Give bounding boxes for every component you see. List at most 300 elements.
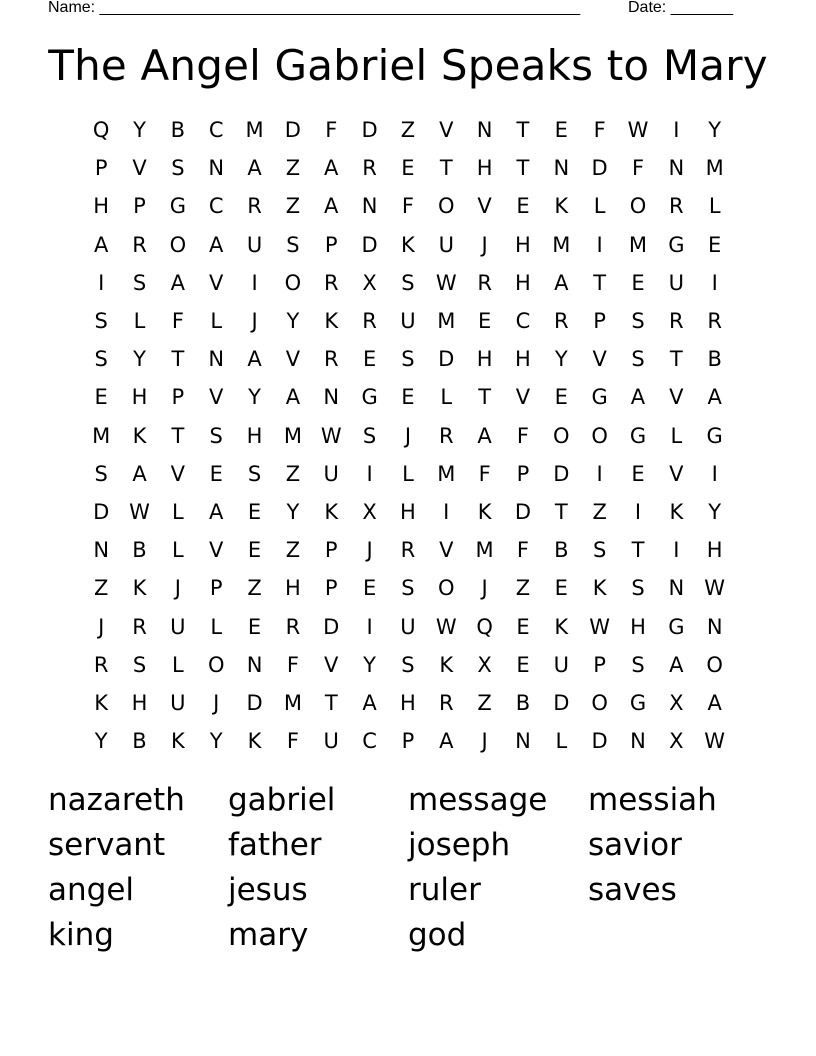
grid-letter: S — [209, 423, 223, 448]
grid-letter: D — [361, 232, 378, 257]
grid-letter: N — [361, 194, 378, 219]
grid-letter: P — [324, 232, 338, 257]
grid-letter: G — [706, 423, 723, 448]
grid-letter: S — [401, 347, 415, 372]
grid-letter: R — [669, 309, 684, 334]
grid-letter: H — [400, 499, 416, 524]
grid-letter: A — [630, 385, 646, 410]
grid-row — [82, 302, 734, 340]
grid-letter: T — [554, 499, 568, 524]
grid-letter: K — [170, 729, 185, 754]
grid-letter: I — [366, 614, 373, 639]
grid-row — [82, 264, 734, 302]
grid-letter: D — [591, 156, 608, 181]
grid-letter: M — [92, 423, 111, 448]
grid-letter: R — [438, 423, 454, 448]
grid-letter: H — [515, 270, 531, 295]
grid-letter: F — [593, 118, 606, 143]
grid-letter: M — [475, 538, 494, 563]
grid-letter: W — [704, 576, 726, 601]
grid-letter: F — [286, 652, 299, 677]
grid-letter: C — [208, 118, 224, 143]
grid-row — [82, 569, 734, 607]
grid-letter: J — [213, 690, 220, 715]
grid-letter: T — [478, 385, 492, 410]
grid-letter: P — [516, 461, 530, 486]
grid-letter: J — [366, 538, 373, 563]
word-list-item: message — [408, 782, 548, 818]
grid-letter: N — [476, 118, 493, 143]
word-list-item: servant — [48, 827, 166, 863]
grid-letter: I — [366, 461, 373, 486]
grid-letter: F — [516, 423, 529, 448]
grid-letter: K — [592, 576, 607, 601]
grid-letter: Y — [554, 347, 568, 372]
grid-letter: S — [132, 270, 147, 295]
grid-letter: D — [284, 118, 301, 143]
grid-letter: V — [285, 347, 301, 372]
grid-letter: G — [361, 385, 378, 410]
grid-letter: W — [627, 118, 649, 143]
grid-letter: K — [669, 499, 684, 524]
grid-row — [82, 493, 734, 531]
grid-letter: B — [132, 538, 147, 563]
grid-letter: M — [437, 309, 456, 334]
grid-letter: E — [94, 385, 108, 410]
grid-letter: K — [439, 652, 454, 677]
grid-letter: B — [132, 729, 147, 754]
header-line — [0, 0, 816, 20]
grid-letter: M — [245, 118, 264, 143]
grid-letter: L — [133, 309, 146, 334]
grid-letter: I — [443, 499, 450, 524]
grid-letter: B — [554, 538, 569, 563]
grid-letter: N — [93, 538, 110, 563]
grid-letter: P — [94, 156, 108, 181]
grid-letter: K — [324, 499, 339, 524]
grid-letter: L — [402, 461, 414, 486]
grid-letter: O — [591, 690, 608, 715]
grid-letter: Z — [285, 156, 301, 181]
grid-letter: J — [481, 232, 488, 257]
grid-letter: Y — [708, 118, 722, 143]
grid-letter: Q — [476, 614, 493, 639]
grid-letter: V — [132, 156, 147, 181]
grid-letter: K — [132, 576, 147, 601]
grid-letter: U — [668, 270, 685, 295]
grid-letter: V — [209, 538, 224, 563]
grid-letter: K — [247, 729, 262, 754]
grid-letter: E — [516, 652, 530, 677]
word-list — [48, 778, 768, 958]
grid-letter: J — [481, 729, 488, 754]
grid-letter: S — [94, 347, 108, 372]
grid-letter: H — [630, 614, 646, 639]
grid-letter: E — [362, 576, 377, 601]
grid-letter: W — [435, 614, 457, 639]
grid-letter: J — [251, 309, 258, 334]
grid-letter: E — [401, 156, 415, 181]
grid-letter: A — [209, 499, 224, 524]
grid-letter: G — [629, 690, 647, 715]
word-list-item: messiah — [588, 782, 717, 818]
grid-letter: Z — [515, 576, 531, 601]
grid-letter: K — [94, 690, 109, 715]
grid-row — [82, 111, 734, 149]
grid-letter: M — [283, 690, 302, 715]
grid-letter: D — [93, 499, 110, 524]
grid-letter: Z — [285, 461, 301, 486]
grid-letter: G — [668, 232, 685, 257]
grid-letter: M — [552, 232, 571, 257]
grid-letter: J — [404, 423, 412, 448]
word-list-item: angel — [48, 872, 135, 908]
grid-letter: T — [439, 156, 453, 181]
grid-letter: U — [400, 309, 416, 334]
grid-letter: Y — [286, 309, 300, 334]
grid-letter: P — [133, 194, 146, 219]
grid-letter: V — [669, 461, 684, 486]
grid-letter: S — [286, 232, 300, 257]
grid-letter: T — [669, 347, 683, 372]
grid-letter: D — [438, 347, 455, 372]
grid-letter: L — [670, 423, 683, 448]
word-list-item: god — [408, 917, 467, 953]
grid-letter: A — [707, 690, 722, 715]
grid-letter: P — [209, 576, 223, 601]
grid-letter: H — [706, 538, 723, 563]
grid-letter: U — [170, 614, 186, 639]
grid-letter: T — [171, 347, 185, 372]
grid-letter: R — [400, 538, 416, 563]
grid-letter: S — [401, 652, 415, 677]
grid-letter: H — [131, 385, 148, 410]
grid-row — [82, 187, 734, 225]
grid-letter: U — [170, 690, 186, 715]
grid-letter: V — [170, 461, 186, 486]
grid-letter: N — [553, 156, 570, 181]
grid-letter: H — [93, 194, 110, 219]
grid-letter: A — [285, 385, 301, 410]
word-list-item: savior — [588, 827, 682, 863]
grid-letter: V — [439, 538, 454, 563]
grid-letter: S — [94, 309, 108, 334]
grid-letter: Y — [209, 729, 223, 754]
grid-letter: Y — [248, 385, 261, 410]
grid-letter: Y — [708, 499, 722, 524]
grid-letter: H — [515, 347, 531, 372]
grid-letter: D — [361, 118, 378, 143]
grid-letter: N — [668, 576, 685, 601]
grid-letter: D — [246, 690, 263, 715]
grid-letter: R — [247, 194, 262, 219]
grid-letter: W — [320, 423, 342, 448]
grid-letter: R — [285, 614, 301, 639]
grid-row — [82, 646, 734, 684]
grid-letter: F — [286, 729, 299, 754]
grid-letter: S — [132, 652, 147, 677]
grid-letter: E — [362, 347, 377, 372]
grid-letter: F — [325, 118, 338, 143]
grid-letter: E — [631, 461, 645, 486]
grid-letter: P — [593, 309, 606, 334]
grid-letter: R — [477, 270, 492, 295]
grid-letter: O — [169, 232, 187, 257]
grid-letter: E — [247, 499, 262, 524]
grid-letter: G — [591, 385, 608, 410]
grid-letter: T — [324, 690, 338, 715]
grid-letter: O — [438, 194, 455, 219]
name-field-label: Name: ______________________________________________________ — [48, 0, 581, 16]
grid-letter: X — [362, 270, 377, 295]
grid-row — [82, 531, 734, 569]
grid-letter: A — [132, 461, 147, 486]
word-list-item: nazareth — [48, 782, 185, 818]
grid-letter: D — [514, 499, 532, 524]
grid-letter: E — [516, 194, 530, 219]
grid-letter: K — [401, 232, 415, 257]
grid-letter: F — [401, 194, 414, 219]
word-list-item: father — [228, 827, 322, 863]
grid-letter: X — [477, 652, 492, 677]
grid-row — [82, 455, 734, 493]
grid-letter: H — [246, 423, 263, 448]
word-list-item: gabriel — [228, 782, 336, 818]
grid-row — [82, 149, 734, 187]
grid-letter: O — [438, 576, 455, 601]
grid-letter: E — [247, 614, 262, 639]
grid-letter: B — [707, 347, 722, 372]
grid-letter: F — [171, 309, 184, 334]
grid-letter: R — [132, 614, 147, 639]
grid-letter: J — [174, 576, 181, 601]
word-list-item: ruler — [408, 872, 481, 908]
grid-letter: Z — [477, 690, 492, 715]
grid-letter: H — [400, 690, 416, 715]
grid-letter: A — [669, 652, 684, 677]
grid-letter: S — [401, 270, 415, 295]
grid-letter: F — [631, 156, 645, 181]
grid-letter: R — [554, 309, 569, 334]
word-list-item: king — [48, 917, 114, 953]
grid-letter: A — [247, 156, 262, 181]
grid-letter: U — [246, 232, 263, 257]
grid-letter: A — [477, 423, 492, 448]
grid-letter: A — [170, 270, 186, 295]
grid-letter: E — [631, 270, 645, 295]
grid-row — [82, 684, 734, 722]
grid-letter: A — [439, 729, 454, 754]
grid-letter: M — [283, 423, 302, 448]
grid-letter: D — [553, 461, 570, 486]
grid-letter: V — [209, 270, 224, 295]
grid-letter: I — [673, 538, 680, 563]
grid-letter: U — [438, 232, 454, 257]
grid-letter: T — [516, 156, 530, 181]
grid-letter: L — [555, 729, 568, 754]
grid-letter: C — [362, 729, 377, 754]
word-list-item: jesus — [228, 872, 308, 908]
grid-letter: E — [554, 385, 568, 410]
grid-letter: R — [132, 232, 147, 257]
grid-letter: S — [362, 423, 377, 448]
grid-letter: K — [554, 614, 569, 639]
grid-letter: C — [515, 309, 531, 334]
grid-letter: S — [401, 576, 415, 601]
grid-letter: V — [592, 347, 607, 372]
grid-row — [82, 340, 734, 378]
grid-letter: M — [705, 156, 724, 181]
grid-letter: E — [477, 309, 492, 334]
grid-letter: V — [477, 194, 492, 219]
grid-letter: T — [593, 270, 607, 295]
grid-letter: V — [669, 385, 684, 410]
grid-letter: I — [596, 461, 603, 486]
grid-letter: P — [401, 729, 415, 754]
grid-letter: Z — [93, 576, 109, 601]
grid-letter: N — [208, 156, 225, 181]
grid-letter: H — [131, 690, 148, 715]
grid-letter: O — [284, 270, 302, 295]
grid-letter: N — [630, 729, 646, 754]
grid-letter: R — [362, 309, 377, 334]
grid-letter: I — [711, 270, 718, 295]
grid-letter: I — [596, 232, 603, 257]
grid-letter: H — [284, 576, 301, 601]
grid-letter: U — [553, 652, 569, 677]
grid-letter: A — [209, 232, 224, 257]
grid-letter: L — [440, 385, 453, 410]
grid-row — [82, 226, 734, 264]
grid-letter: K — [132, 423, 147, 448]
grid-letter: E — [209, 461, 223, 486]
grid-letter: O — [591, 423, 608, 448]
grid-letter: M — [628, 232, 648, 257]
grid-letter: S — [247, 461, 262, 486]
grid-letter: X — [669, 729, 684, 754]
grid-letter: N — [706, 614, 723, 639]
grid-letter: L — [210, 309, 223, 334]
grid-letter: C — [208, 194, 224, 219]
grid-letter: V — [439, 118, 454, 143]
grid-letter: X — [669, 690, 684, 715]
grid-letter: U — [323, 461, 339, 486]
grid-letter: U — [323, 729, 339, 754]
grid-letter: O — [629, 194, 647, 219]
grid-letter: O — [553, 423, 570, 448]
grid-letter: N — [668, 156, 685, 181]
grid-letter: X — [362, 499, 377, 524]
grid-letter: B — [515, 690, 531, 715]
grid-row — [82, 607, 734, 645]
grid-letter: R — [323, 347, 339, 372]
grid-letter: V — [515, 385, 531, 410]
grid-letter: J — [481, 576, 488, 601]
grid-letter: A — [554, 270, 569, 295]
grid-letter: S — [631, 652, 645, 677]
grid-letter: R — [707, 309, 722, 334]
grid-letter: S — [631, 309, 645, 334]
grid-letter: N — [208, 347, 225, 372]
grid-letter: L — [708, 194, 721, 219]
grid-letter: V — [324, 652, 339, 677]
grid-letter: S — [94, 461, 108, 486]
word-list-item: mary — [228, 917, 309, 953]
grid-letter: A — [707, 385, 722, 410]
grid-letter: Y — [94, 729, 108, 754]
grid-letter: D — [553, 690, 570, 715]
grid-letter: A — [247, 347, 262, 372]
grid-letter: L — [172, 538, 184, 563]
grid-letter: R — [438, 690, 454, 715]
grid-letter: I — [711, 461, 718, 486]
grid-letter: Z — [285, 538, 301, 563]
grid-letter: E — [554, 118, 568, 143]
grid-letter: A — [324, 156, 339, 181]
grid-row — [82, 417, 734, 455]
grid-letter: T — [516, 118, 530, 143]
grid-letter: I — [251, 270, 258, 295]
grid-letter: N — [246, 652, 263, 677]
grid-letter: O — [706, 652, 723, 677]
grid-letter: L — [593, 194, 606, 219]
grid-letter: H — [476, 347, 493, 372]
grid-letter: J — [98, 614, 105, 639]
grid-letter: Z — [247, 576, 262, 601]
grid-letter: E — [516, 614, 530, 639]
grid-letter: P — [324, 576, 338, 601]
grid-letter: T — [631, 538, 645, 563]
grid-letter: E — [554, 576, 568, 601]
grid-letter: D — [323, 614, 340, 639]
grid-letter: R — [669, 194, 684, 219]
grid-letter: A — [324, 194, 339, 219]
grid-letter: M — [437, 461, 456, 486]
grid-letter: Z — [400, 118, 416, 143]
grid-letter: H — [476, 156, 493, 181]
letter-grid — [82, 111, 734, 761]
grid-letter: W — [704, 729, 726, 754]
grid-letter: I — [98, 270, 105, 295]
grid-letter: W — [435, 270, 457, 295]
grid-letter: K — [477, 499, 492, 524]
grid-letter: L — [172, 652, 184, 677]
grid-row — [82, 722, 734, 760]
word-list-item: saves — [588, 872, 677, 908]
grid-letter: N — [323, 385, 340, 410]
grid-letter: G — [169, 194, 186, 219]
word-list-item: joseph — [408, 827, 511, 863]
grid-row — [82, 378, 734, 416]
grid-letter: K — [554, 194, 569, 219]
grid-letter: O — [207, 652, 225, 677]
grid-letter: S — [631, 576, 645, 601]
grid-letter: H — [515, 232, 531, 257]
grid-letter: F — [516, 538, 529, 563]
grid-letter: R — [362, 156, 377, 181]
grid-letter: P — [593, 652, 606, 677]
grid-letter: Z — [285, 194, 301, 219]
grid-letter: P — [324, 538, 338, 563]
grid-letter: L — [172, 499, 184, 524]
grid-letter: W — [129, 499, 150, 524]
grid-letter: E — [401, 385, 415, 410]
grid-letter: Y — [286, 499, 300, 524]
page-title: The Angel Gabriel Speaks to Mary — [48, 41, 768, 90]
grid-letter: I — [634, 499, 642, 524]
grid-letter: G — [629, 423, 647, 448]
grid-letter: W — [589, 614, 611, 639]
